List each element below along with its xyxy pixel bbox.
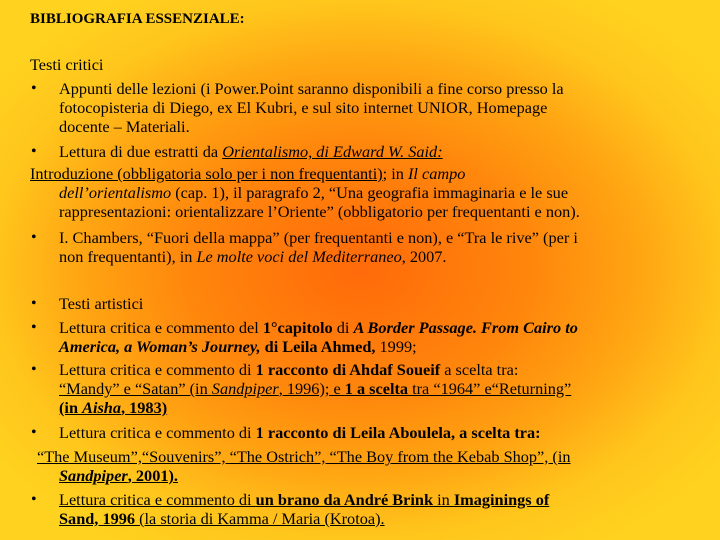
book-title: Sand, 1996 xyxy=(59,509,136,528)
item-text: Lettura critica e commento del xyxy=(59,318,263,337)
choice-label: 1 a scelta xyxy=(344,379,409,398)
slide-title: BIBLIOGRAFIA ESSENZIALE: xyxy=(30,11,245,27)
book-title: Aisha xyxy=(82,398,121,417)
critici-item2 xyxy=(59,142,443,161)
item-text: a scelta tra: xyxy=(440,360,519,379)
item-text: tra “1964” e“Returning” xyxy=(408,379,572,398)
book-title: America, a Woman’s Journey, xyxy=(59,337,261,356)
item-text: , 1996); e xyxy=(278,379,345,398)
bullet-icon: • xyxy=(31,424,37,441)
critici-item1-line1: Appunti delle lezioni (i Power.Point saranno disponibili a fine corso presso la xyxy=(59,79,564,98)
item-text: Lettura di due estratti da xyxy=(59,142,223,161)
artistici-item3-line3 xyxy=(59,466,178,485)
item-text: (la storia di Kamma / Maria (Krotoa). xyxy=(135,509,385,528)
book-title: Imaginings of xyxy=(453,490,550,509)
artistici-item3-line1 xyxy=(59,423,541,442)
intro-line2 xyxy=(59,183,568,202)
section-heading-artistici: Testi artistici xyxy=(59,294,144,313)
item-text: “Mandy” e “Satan” (in xyxy=(59,379,212,398)
artistici-item1-line1 xyxy=(59,318,578,337)
item-text: (cap. 1), il paragrafo 2, “Una geografia immaginaria e le sue xyxy=(171,183,569,202)
critici-item3-line2 xyxy=(59,247,447,266)
critici-item1-line2: fotocopisteria di Diego, ex El Kubri, e sul sito internet UNIOR, Homepage xyxy=(59,98,548,117)
artistici-item3-line2 xyxy=(37,447,571,466)
bullet-icon: • xyxy=(31,319,37,336)
bullet-icon: • xyxy=(31,229,37,246)
author-name: di Leila Ahmed, xyxy=(260,337,376,356)
book-title: Sandpiper xyxy=(211,379,279,398)
critici-item3-line1: I. Chambers, “Fuori della mappa” (per frequentanti e non), e “Tra le rive” (per i xyxy=(59,228,578,247)
bullet-icon: • xyxy=(31,80,37,97)
book-title: Il campo xyxy=(408,164,466,183)
artistici-item4-line1 xyxy=(59,490,549,509)
item-text: in xyxy=(433,490,454,509)
bullet-icon: • xyxy=(31,491,37,508)
item-text: (in xyxy=(59,398,83,417)
author-name: 1 racconto di Leila Aboulela, a scelta tra: xyxy=(255,423,541,442)
item-text: , 2001). xyxy=(127,466,178,485)
said-reference: Orientalismo, di Edward W. Said: xyxy=(222,142,443,161)
item-text: Lettura critica e commento di xyxy=(59,360,256,379)
artistici-item2-line3 xyxy=(59,398,167,417)
book-title: A Border Passage. From Cairo to xyxy=(353,318,578,337)
bullet-icon: • xyxy=(31,143,37,160)
item-text: , 1983) xyxy=(121,398,168,417)
artistici-item2-line1 xyxy=(59,360,518,379)
chapter-label: 1°capitolo xyxy=(262,318,333,337)
critici-item1-line3: docente – Materiali. xyxy=(59,117,190,136)
artistici-item4-line2 xyxy=(59,509,385,528)
item-text: di xyxy=(332,318,354,337)
bullet-icon: • xyxy=(31,295,37,312)
book-title: Sandpiper xyxy=(59,466,128,485)
author-name: 1 racconto di Ahdaf Soueif xyxy=(255,360,441,379)
item-text: ; in xyxy=(382,164,408,183)
author-name: un brano da André Brink xyxy=(255,490,434,509)
item-text: 1999; xyxy=(375,337,417,356)
section-heading-critici: Testi critici xyxy=(30,55,104,74)
story-titles: “The Museum”,“Souvenirs”, “The Ostrich”, “The Boy from the Kebab Shop”, (in xyxy=(37,447,571,466)
artistici-item1-line2 xyxy=(59,337,417,356)
bullet-icon: • xyxy=(31,361,37,378)
book-title: dell’orientalismo xyxy=(59,183,172,202)
artistici-item2-line2 xyxy=(59,379,571,398)
item-text: , 2007. xyxy=(401,247,447,266)
intro-line1 xyxy=(30,164,465,183)
intro-text: Introduzione (obbligatoria solo per i non frequentanti) xyxy=(30,164,383,183)
item-text: Lettura critica e commento di xyxy=(59,423,256,442)
book-title: Le molte voci del Mediterraneo xyxy=(196,247,402,266)
item-text: non frequentanti), in xyxy=(59,247,197,266)
item-text: Lettura critica e commento di xyxy=(59,490,256,509)
intro-line3: rappresentazioni: orientalizzare l’Oriente” (obbligatorio per frequentanti e non). xyxy=(59,202,580,221)
